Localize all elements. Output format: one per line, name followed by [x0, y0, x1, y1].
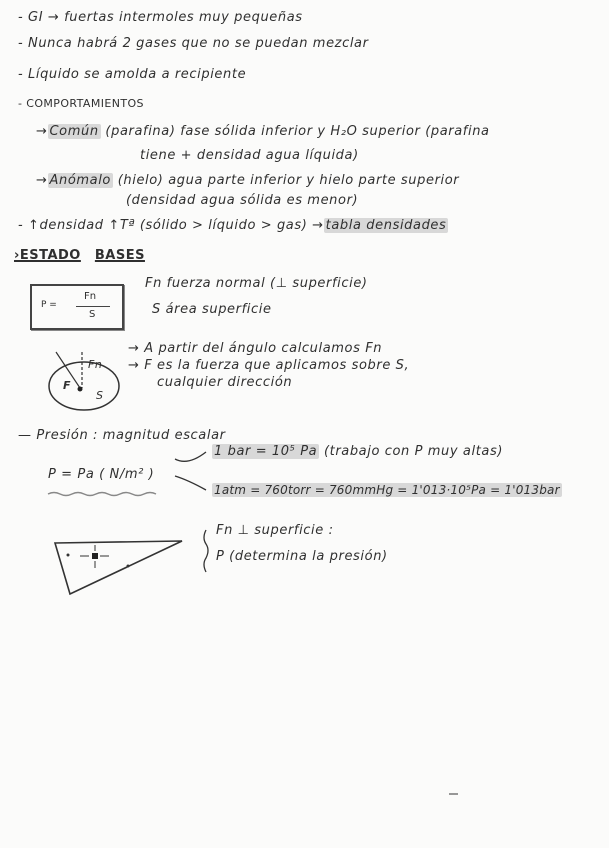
note-line-7-text: - ↑densidad ↑Tª (sólido > líquido > gas) →	[18, 218, 324, 233]
brace-lower	[175, 476, 206, 490]
container-shape	[55, 541, 182, 594]
eq2-highlight: 1atm = 760torr = 760mmHg = 1'013·10⁵Pa = 1'013bar	[214, 483, 560, 497]
label-comun: Común	[49, 124, 99, 139]
label-anomalo: Anómalo	[49, 173, 111, 188]
pressure-eq1	[212, 444, 503, 459]
note-line-4: - COMPORTAMIENTOS	[18, 97, 144, 110]
diagram1-text-2: → F es la fuerza que aplicamos sobre S,	[128, 358, 410, 373]
note-line-5b: tiene + densidad agua líquida)	[140, 148, 359, 163]
heading-estado: ›ESTADO	[14, 248, 81, 263]
tabla-densidades-label: tabla densidades	[325, 218, 447, 233]
note-line-3: - Líquido se amolda a recipiente	[18, 67, 247, 82]
heading-bases: BASES	[94, 248, 145, 263]
pressure-intro: — Presión : magnitud escalar	[18, 428, 226, 443]
pressure-formula: P = Pa ( N/m² )	[48, 467, 155, 482]
brace-right	[204, 530, 208, 572]
def-s: S área superficie	[152, 302, 272, 317]
eq1-highlight: 1 bar = 10⁵ Pa	[214, 444, 318, 459]
brace-upper	[175, 452, 206, 461]
pressure-eq2	[212, 483, 562, 497]
def-fn: Fn fuerza normal (⊥ superficie)	[145, 276, 368, 291]
contact-point	[78, 387, 83, 392]
container-object	[92, 553, 98, 559]
note-line-6: → Anómalo (hielo) agua parte inferior y hielo parte superior	[36, 173, 460, 188]
label-s: S	[96, 389, 104, 402]
formula-s: S	[89, 309, 96, 320]
formula-p: P =	[41, 300, 57, 310]
dot-left	[67, 554, 70, 557]
diagram2-text-1: Fn ⊥ superficie :	[216, 523, 334, 538]
wavy-underline	[48, 493, 156, 496]
note-line-1: - GI → fuertas intermoles muy pequeñas	[18, 10, 303, 25]
diagram1-text-3: cualquier dirección	[157, 375, 293, 390]
diagram2-text-2: P (determina la presión)	[216, 549, 388, 564]
note-line-5: → Común (parafina) fase sólida inferior y H₂O superior (parafina	[36, 124, 490, 139]
label-fn: Fn	[88, 358, 103, 371]
surface-ellipse	[49, 362, 119, 410]
note-line-6-rest: (hielo) agua parte inferior y hielo parte superior	[117, 173, 460, 188]
label-f: F	[63, 379, 72, 392]
note-line-2: - Nunca habrá 2 gases que no se puedan mezclar	[18, 36, 369, 51]
eq1-rest: (trabajo con P muy altas)	[323, 444, 504, 459]
note-line-6b: (densidad agua sólida es menor)	[126, 193, 359, 208]
diagram1-text-1: → A partir del ángulo calculamos Fn	[128, 341, 383, 356]
formula-fn: Fn	[84, 291, 97, 302]
note-line-5-rest: (parafina) fase sólida inferior y H₂O superior (parafina	[105, 124, 490, 139]
dot-right	[127, 565, 130, 568]
